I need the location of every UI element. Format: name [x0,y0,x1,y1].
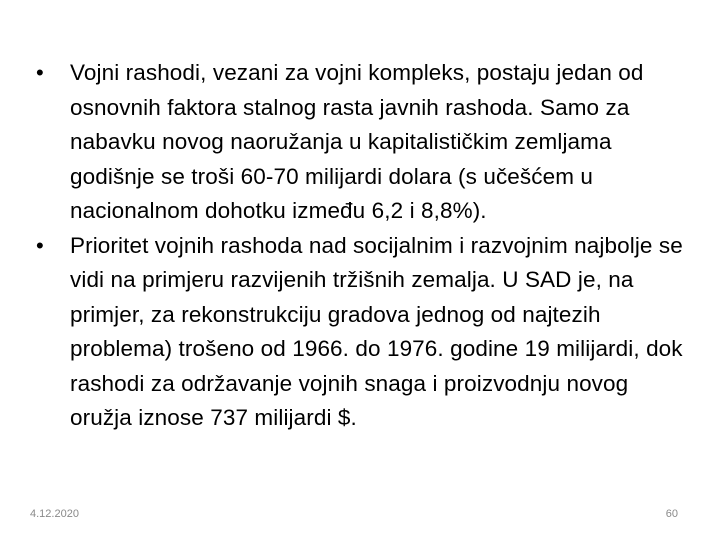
bullet-list [36,56,696,436]
bullet-item [36,229,696,436]
bullet-text: Prioritet vojnih rashoda nad socijalnim i razvojnim najbolje se vidi na primjeru razvijenih tržišnih zemalja. U SAD je, na primjer, za rekonstrukciju gradova jednog od najtezih problema) trošeno od 1966. do 1976. godine 19 milijardi, dok rashodi za održavanje vojnih snaga i proizvodnju novog oružja iznose 737 milijardi $. [70,232,683,430]
bullet-text: Vojni rashodi, vezani za vojni kompleks, postaju jedan od osnovnih faktora stalnog rasta javnih rashoda. Samo za nabavku novog naoružanja u kapitalističkim zemljama godišnje se troši 60-70 milijardi dolara (s učešćem u nacionalnom dohotku između 6,2 i 8,8%). [70,60,644,223]
footer-date: 4.12.2020 [30,508,79,520]
page-number: 60 [665,508,678,520]
bullet-item [36,56,696,229]
bullet-marker: • [36,232,44,258]
bullet-marker: • [36,60,44,85]
